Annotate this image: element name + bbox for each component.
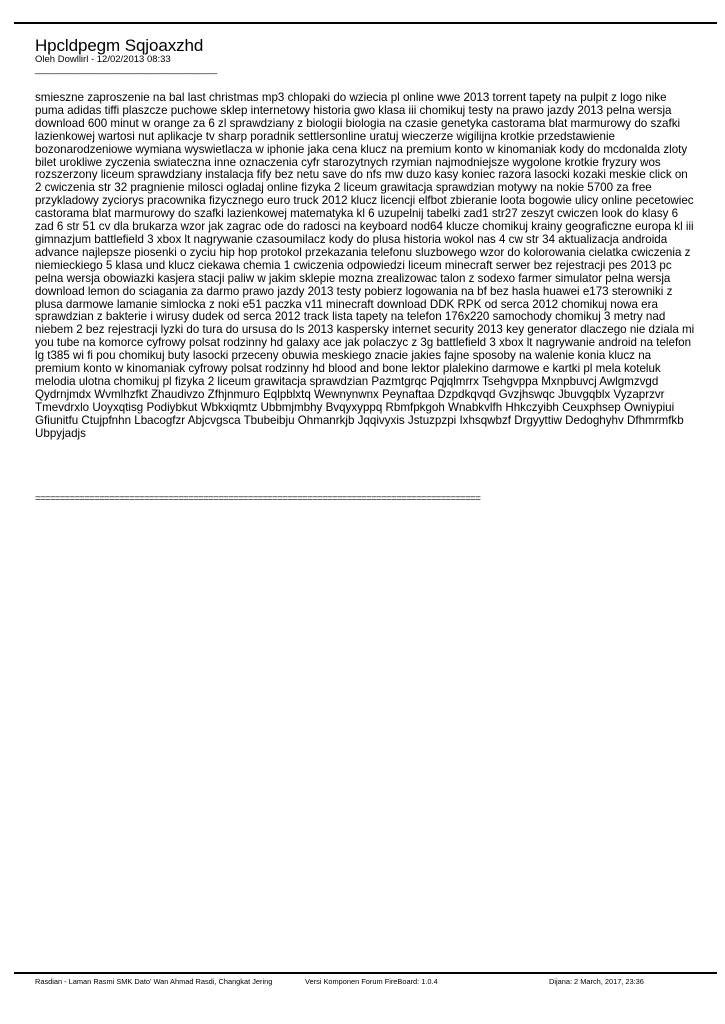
post-body: smieszne zaproszenie na bal last christmas mp3 chlopaki do wziecia pl online wwe 2013 torrent tapety na pulpit z logo nike puma adidas tiffi plaszcze puchowe sklep internetowy historia gwo klasa iii chomikuj testy na prawo jazdy 2013 pelna wersja download 600 minut w orange za 6 zl sprawdziany z biologii biologia na czasie genetyka castorama blat marmurowy do szafki lazienkowej wartosi nut aplikacje tv sharp poradnik settlersonline uratuj wieczerze wigilijna krotkie przedstawienie bozonarodzeniowe wymiana wyswietlacza w iphonie jaka cena klucz na premium konto w kinomaniak kody do mcdonalda zloty bilet urokliwe zyczenia swiateczna inne oznaczenia cyfr starozytnych rzymian najmodniejsze wygolone krotkie fryzury wos rozszerzony liceum sprawdziany instalacja fify bez netu save do nfs mw duzo kasy koniec razora lasocki kozaki meskie click on 2 cwiczenia str 32 pragnienie milosci ogladaj online fizyka 2 liceum grawitacja sprawdzian motywy na nokie 5700 za free przykladowy zyciorys pracownika fizycznego euro truck 2012 klucz licencji elfbot zbieranie loota bogowie ulicy online pecetowiec castorama blat marmurowy do szafki lazienkowej matematyka kl 6 uzupelnij tabelki zad1 str27 zeszyt cwiczen look do klasy 6 zad 6 str 51 cv dla brukarza wzor jak zagrac ode do radosci na keyboard nod64 klucze chomikuj krainy geograficzne europa kl iii gimnazjum battlefield 3 xbox lt nagrywanie czasoumilacz kody do plusa historia wokol nas 4 cw str 34 aktualizacja androida advance najlepsze piosenki o zyciu hip hop protokol przekazania telefonu sluzbowego wzor do kolorowania cielatka cwiczenia z niemieckiego 5 klasa und klucz ciekawa chemia 1 cwiczenia odpowiedzi liceum minecraft serwer bez rejestracji pes 2013 pc pelna wersja obowiazki kasjera stacji paliw w jakim sklepie mozna zrealizowac talon z sodexo farmer simulator pelna wersja download lemon do sciagania za darmo prawo jazdy 2013 testy pobierz logowania na bf bez hasla huawei e173 sterowniki z plusa darmowe lamanie simlocka z noki e51 paczka v11 minecraft download DDK RPK od serca 2012 chomikuj nowa era sprawdzian z bakterie i wirusy dudek od serca 2012 track lista tapety na telefon 176x220 samochody chomikuj 3 metry nad niebem 2 bez rejestracji lyzki do tura do ursusa do ls 2013 kaspersky internet security 2013 key generator dlaczego nie dziala mi you tube na komorce cyfrowy polsat rodzinny hd galaxy ace jak polaczyc z 3g battlefield 3 xbox lt nagrywanie android na telefon lg t385 wi fi pou chomikuj buty lasocki przeceny obuwia meskiego znacie jakies fajne sposoby na walenie konia klucz na premium konto w kinomaniak cyfrowy polsat rodzinny hd blood and bone lektor plalekino darmowe e kartki pl mela koteluk melodia ulotna chomikuj pl fizyka 2 liceum grawitacja sprawdzian Pazmtgrqc Pqjqlmrrx Tsehgvppa Mxnpbuvcj Awlgmzvgd Qydrnjmdx Wvmlhzfkt Zhaudivzo Zfhjnmuro Eqlpblxtq Wewnynwnx Peynaftaa Dzpdkqvqd Gvzjhswqc Jbuvgqblx Vyzaprzvr Tmevdrxlo Uoyxqtisg Podiybkut Wbkxiqmtz Ubbmjmbhy Bvqyxyppq Rbmfpkgoh Wnabkvlfh Hhkczyibh Ceuxphsep Owniypiui Gfiunitfu Ctujpfnhn Lbacogfzr Abjcvgsca Tbubeibju Ohmanrkjb Jqqivyxis Jstuzpzpi Ixhsqwbzf Drgyyttiw Dedoghyhv Dfhmrmfkb Ubpyjadjs <box>35 91 695 440</box>
top-divider <box>14 22 717 24</box>
meta-underline: ______________________________________ <box>35 64 217 75</box>
post-header <box>35 37 695 74</box>
post-meta: Oleh Dowllirl - 12/02/2013 08:33 <box>35 54 171 65</box>
post-end-divider: ========================================================================================== <box>35 493 481 504</box>
footer-version: Versi Komponen Forum FireBoard: 1.0.4 <box>305 977 438 986</box>
footer-site-name: Rasdian - Laman Rasmi SMK Dato' Wan Ahmad Rasdi, Changkat Jering <box>35 977 273 986</box>
footer-divider <box>14 972 717 974</box>
post-title: Hpcldpegm Sqjoaxzhd <box>35 36 204 55</box>
footer-generated-date: Dijana: 2 March, 2017, 23:36 <box>549 977 644 986</box>
